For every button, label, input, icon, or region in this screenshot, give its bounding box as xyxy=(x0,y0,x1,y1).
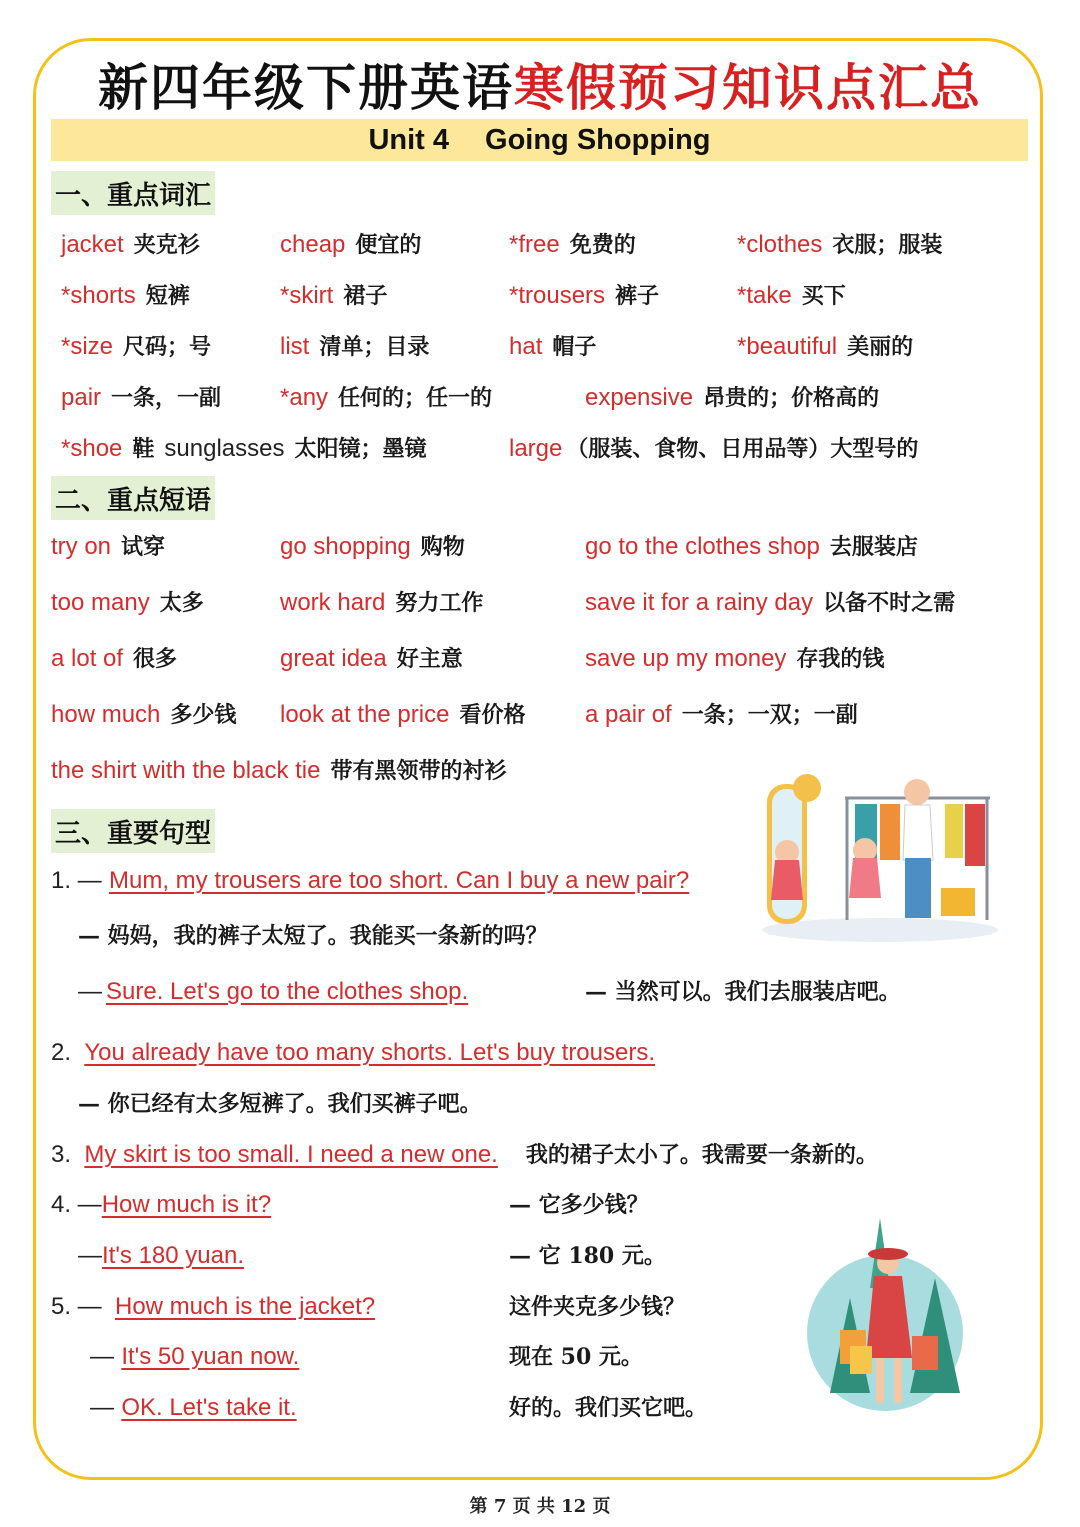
phrase-item: save it for a rainy day 以备不时之需 xyxy=(585,589,956,616)
vocab-item: jacket 夹克衫 xyxy=(61,231,200,258)
phrase-item: go shopping 购物 xyxy=(280,533,465,560)
phrase-item: how much 多少钱 xyxy=(51,701,237,728)
sentence-2-translation: — 你已经有太多短裤了。我们买裤子吧。 xyxy=(78,1091,482,1117)
vocab-item: *free 免费的 xyxy=(509,231,636,258)
sentence-4-answer-translation: — 它 180 元。 xyxy=(509,1243,666,1269)
sentence-5-translation: 这件夹克多少钱？ xyxy=(509,1294,686,1320)
title-part-1: 新四年级下册英语 xyxy=(98,58,514,117)
section-vocab-heading: 一、重点词汇 xyxy=(51,171,215,215)
vocab-item: *skirt 裙子 xyxy=(280,282,388,309)
sentence-4-answer: —It's 180 yuan. xyxy=(78,1242,245,1269)
sentence-5-reply-translation: 好的。我们买它吧。 xyxy=(509,1395,708,1421)
sentence-3: 3. My skirt is too small. I need a new one. 我的裙子太小了。我需要一条新的。 xyxy=(51,1141,878,1168)
vocab-item: hat 帽子 xyxy=(509,333,597,360)
section-phrases-heading: 二、重点短语 xyxy=(51,476,215,520)
sentence-5-reply: — OK. Let's take it. xyxy=(90,1394,297,1421)
vocab-item: *take 买下 xyxy=(737,282,846,309)
phrase-item: look at the price 看价格 xyxy=(280,701,526,728)
vocab-item: pair 一条，一副 xyxy=(61,384,222,411)
page-title xyxy=(0,48,1080,120)
vocab-item: list 清单；目录 xyxy=(280,333,430,360)
page-number: 第 7 页 共 12 页 xyxy=(469,1496,611,1517)
vocab-item: *shorts 短裤 xyxy=(61,282,190,309)
vocab-item: *shoe 鞋 sunglasses 太阳镜；墨镜 xyxy=(61,435,427,462)
sentence-1-answer-translation: — 当然可以。我们去服装店吧。 xyxy=(585,979,901,1005)
phrase-item: great idea 好主意 xyxy=(280,645,463,672)
sentence-4-question: 4. —How much is it? xyxy=(51,1191,272,1218)
vocab-item: *trousers 裤子 xyxy=(509,282,660,309)
vocab-item: *size 尺码；号 xyxy=(61,333,212,360)
sentence-1-question: 1. — Mum, my trousers are too short. Can I buy a new pair? xyxy=(51,867,690,894)
title-part-2: 寒假预习知识点汇总 xyxy=(514,58,982,117)
sentence-1-translation: — 妈妈，我的裤子太短了。我能买一条新的吗？ xyxy=(78,923,548,949)
phrase-item: a pair of 一条；一双；一副 xyxy=(585,701,858,728)
phrase-item: work hard 努力工作 xyxy=(280,589,484,616)
unit-name: Going Shopping xyxy=(485,123,711,156)
sentence-5-question: 5. — How much is the jacket? xyxy=(51,1293,376,1320)
unit-banner xyxy=(51,119,1028,161)
sentence-5-answer-translation: 现在 50 元。 xyxy=(509,1344,643,1370)
phrase-item: too many 太多 xyxy=(51,589,204,616)
phrase-item: try on 试穿 xyxy=(51,533,166,560)
vocab-item: expensive 昂贵的；价格高的 xyxy=(585,384,880,411)
sentence-4-translation: — 它多少钱？ xyxy=(509,1192,649,1218)
phrase-item: save up my money 存我的钱 xyxy=(585,645,885,672)
sentence-5-answer: — It's 50 yuan now. xyxy=(90,1343,300,1370)
phrase-item: the shirt with the black tie 带有黑领带的衬衫 xyxy=(51,757,507,784)
unit-label: Unit 4 xyxy=(368,123,450,156)
family-shopping-illustration xyxy=(755,770,1000,945)
phrase-item: go to the clothes shop 去服装店 xyxy=(585,533,918,560)
shopping-woman-illustration xyxy=(800,1218,975,1418)
vocab-item: *beautiful 美丽的 xyxy=(737,333,914,360)
vocab-item: *any 任何的；任一的 xyxy=(280,384,493,411)
phrase-item: a lot of 很多 xyxy=(51,645,178,672)
section-sentences-heading: 三、重要句型 xyxy=(51,809,215,853)
vocab-item: large （服装、食物、日用品等）大型号的 xyxy=(509,435,919,462)
sentence-2: 2. You already have too many shorts. Let's buy trousers. xyxy=(51,1039,656,1066)
vocab-item: cheap 便宜的 xyxy=(280,231,422,258)
vocab-item: *clothes 衣服；服装 xyxy=(737,231,943,258)
sentence-1-answer: — Sure. Let's go to the clothes shop. xyxy=(78,978,469,1005)
